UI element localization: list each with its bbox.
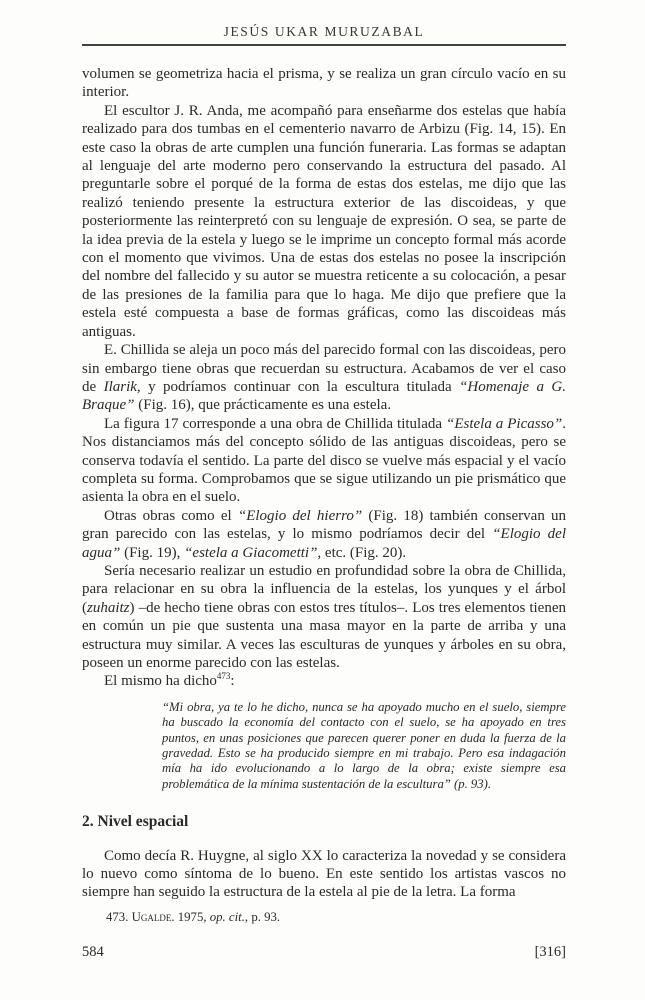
body-paragraph [82, 102, 566, 341]
footnote [106, 910, 280, 925]
text-run: Sería necesario realizar un estudio en profundidad sobre la obra de Chillida, para relacionar en su obra la influencia de la estelas, los yunques y el árbol ( [82, 562, 566, 616]
text-run: (Fig. 18) también conservan un gran parecido con las estelas, y lo mismo podríamos decir del [82, 507, 567, 543]
text-run: “Elogio del hierro” [237, 507, 363, 524]
text-run: 473 [216, 671, 231, 682]
page-footer [82, 944, 566, 961]
text-run: (Fig. 19), [120, 544, 185, 561]
text-run: E. Chillida se aleja un poco más del parecido formal con las discoideas, pero sin embargo tiene obras que recuerdan su estructura. Acabamos de ver el caso de [82, 342, 566, 395]
text-run: “estela a Giacometti” [184, 544, 318, 561]
text-run: “Homenaje a G. Braque” [82, 378, 566, 414]
text-run: , p. 93. [244, 910, 281, 924]
body-paragraph [82, 65, 566, 102]
block-quote [162, 700, 566, 792]
footnote-text [106, 910, 280, 924]
page-content [82, 24, 566, 902]
body-paragraph [82, 847, 566, 902]
text-run: . Nos distanciamos más del concepto sólido de las antiguas discoideas, pero se conserva todavía el sentido. La parte del disco se vuelve más espacial y el vacío completa su forma. Comprobamos que se sigue utilizando un pie prismático que asienta la obra en el suelo. [82, 415, 566, 506]
body-paragraph [82, 415, 566, 507]
text-run: , etc. (Fig. 20). [317, 544, 407, 561]
text-run: zuhaitz [87, 599, 130, 616]
text-run: (Fig. 16), que prácticamente es una estela. [134, 397, 392, 414]
running-header-author: JESÚS UKAR MURUZABAL [223, 24, 425, 39]
body-paragraph [82, 672, 566, 690]
text-run: op. cit. [209, 910, 245, 924]
text-run: Como decía R. Huygne, al siglo XX lo caracteriza la novedad y se considera lo nuevo como síntoma de lo bueno. En este sentido los artistas vascos no siempre han seguido la estructura de la estela al pie de la letra. La forma [82, 847, 566, 901]
text-run: La figura 17 corresponde a una obra de Chillida titulada [104, 415, 446, 432]
text-run: 2. Nivel espacial [82, 813, 189, 831]
text-run: “Estela a Picasso” [445, 415, 563, 432]
running-header [82, 24, 566, 46]
text-run: : [230, 673, 235, 690]
text-run: Otras obras como el [104, 507, 238, 524]
header-rule [82, 44, 566, 46]
text-run: Ugalde [131, 910, 172, 924]
text-run: 473. [106, 910, 132, 924]
body-paragraph [82, 507, 566, 562]
text-run: volumen se geometriza hacia el prisma, y se realiza un gran círculo vacío en su interior. [82, 66, 566, 101]
text-run: y podríamos continuar con la escultura titulada [140, 378, 460, 395]
bracket-folio-number: [316] [534, 944, 566, 960]
section-heading [82, 813, 566, 831]
text-run: El mismo ha dicho [104, 673, 217, 690]
body-text [82, 65, 566, 902]
text-run: . 1975, [171, 910, 210, 924]
text-run: ) –de hecho tiene obras con estos tres títulos–. Los tres elementos tienen en común un pie que sustenta una masa mayor en la parte de arriba y una estructura muy similar. A veces las esculturas de yunques y árboles en su obra, poseen un enorme parecido con las estelas. [82, 599, 566, 671]
text-run: “Elogio del agua” [82, 526, 566, 561]
page-number: 584 [82, 944, 104, 960]
text-run: Ilarik, [103, 378, 141, 395]
body-paragraph [82, 341, 566, 415]
text-run: El escultor J. R. Anda, me acompañó para enseñarme dos estelas que había realizado para dos tumbas en el cementerio navarro de Arbizu (Fig. 14, 15). En este caso la obras de arte cumplen una función funeraria. Las formas se adaptan al lenguaje del arte moderno pero conservando la estructura del pasado. Al preguntarle sobre el porqué de la forma de estas dos estelas, me dijo que las realizó teniendo presente la estructura exterior de las discoideas, y que posteriormente las reinterpretó con su lenguaje de expresión. O sea, se parte de la idea previa de la estela y luego se le imprime un concepto formal más acorde con el momento que vivimos. Una de estas dos estelas no posee la inscripción del nombre del fallecido y su autor se muestra reticente a su colocación, a pesar de las presiones de la familia para que lo haga. Me dijo que prefiere que la estela esté compuesta a base de formas gráficas, como las discoideas más antiguas. [82, 102, 566, 340]
text-run: “Mi obra, ya te lo he dicho, nunca se ha apoyado mucho en el suelo, siempre ha buscado la economía del contacto con el suelo, se ha apoyado en tres puntos, en unas posiciones que parecen querer poner en duda la fuerza de la gravedad. Esto se ha producido siempre en mi trabajo. Pero esa indagación mía ha ido evolucionando a lo largo de la obra; existe siempre esa problemática de la mínima sustentación de la escultura” (p. 93). [162, 699, 566, 791]
body-paragraph [82, 562, 566, 672]
